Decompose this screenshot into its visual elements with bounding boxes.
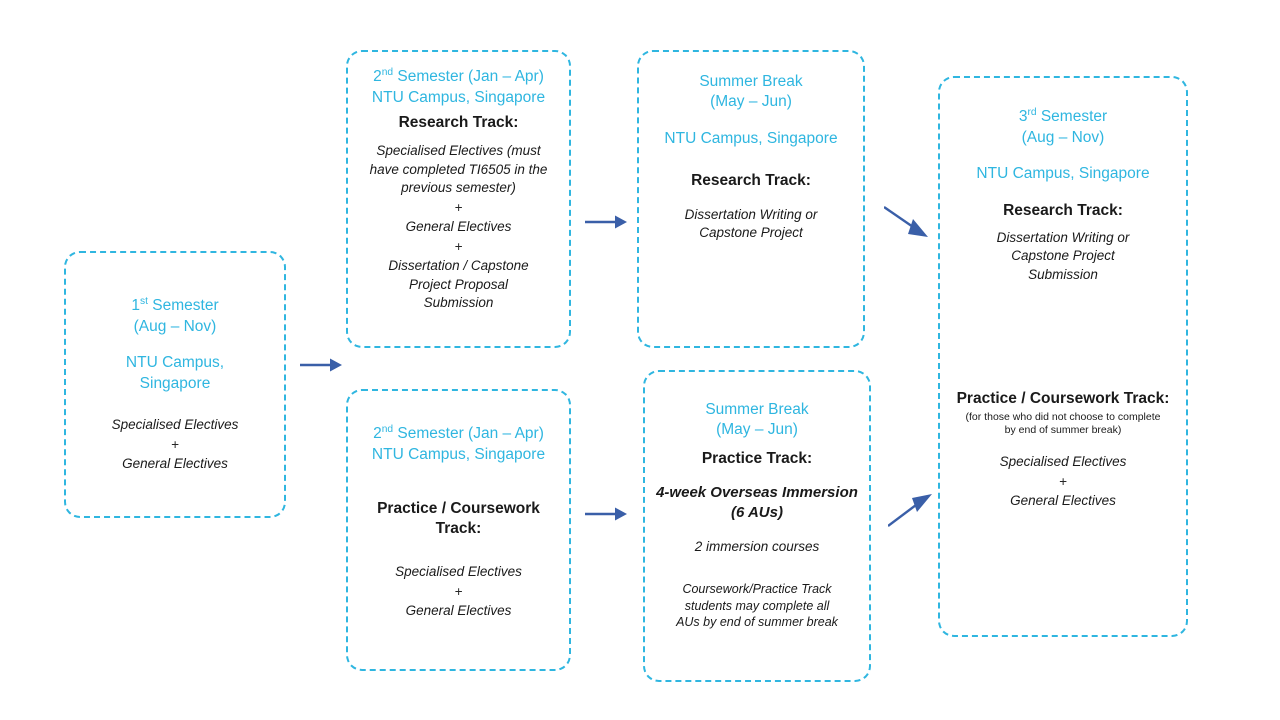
semester-3-research-track-label: Research Track: bbox=[1003, 201, 1123, 219]
semester-2-practice-item-2: General Electives bbox=[405, 603, 512, 619]
semester-2-practice-track-label bbox=[358, 499, 559, 539]
summer-practice-track-label: Practice Track: bbox=[701, 449, 813, 467]
semester-3-research-item: Dissertation Writing or Capstone Project Submission bbox=[996, 229, 1130, 282]
semester-2-practice-plus: + bbox=[454, 583, 463, 599]
summer-practice-item-1: 2 immersion courses bbox=[694, 539, 820, 555]
semester-1-plus: + bbox=[171, 436, 179, 452]
semester-1-campus-line1: NTU Campus, bbox=[125, 354, 225, 372]
semester-2-research-item-2: General Electives bbox=[405, 219, 512, 235]
semester-3-item-2: General Electives bbox=[1010, 492, 1116, 508]
semester-2-practice-track-line1: Practice / bbox=[377, 500, 447, 518]
semester-1-title-rest: Semester bbox=[147, 297, 219, 315]
semester-3-ordinal-suffix: rd bbox=[1027, 107, 1037, 118]
semester-3-practice-note: (for those who did not choose to complete by end of summer break) bbox=[965, 410, 1161, 436]
summer-practice-item-2: Coursework/Practice Track students may complete all AUs by end of summer break bbox=[676, 581, 838, 630]
summer-practice-highlight-line2: Immersion (6 AUs) bbox=[731, 484, 858, 521]
box-semester-2-research bbox=[346, 50, 571, 348]
summer-research-item-1: Dissertation Writing or Capstone Project bbox=[684, 206, 818, 241]
semester-2-research-campus: NTU Campus, Singapore bbox=[371, 88, 546, 106]
semester-2-research-plus-2: + bbox=[454, 238, 463, 254]
arrow-sem1-to-sem2 bbox=[300, 355, 342, 375]
semester-1-item-2: General Electives bbox=[122, 456, 228, 472]
semester-1-dates: (Aug – Nov) bbox=[133, 317, 217, 335]
semester-2-research-item-3: Dissertation / Capstone Project Proposal Submission bbox=[388, 258, 529, 311]
semester-1-item-1: Specialised Electives bbox=[111, 417, 239, 433]
summer-research-campus: NTU Campus, Singapore bbox=[664, 129, 838, 147]
semester-2-practice-ordinal-suffix: nd bbox=[381, 424, 394, 435]
semester-1-header bbox=[76, 295, 274, 337]
summer-practice-header bbox=[655, 400, 859, 441]
semester-1-campus bbox=[76, 353, 274, 394]
semester-2-practice-item-1: Specialised Electives bbox=[395, 564, 522, 580]
semester-3-dates: (Aug – Nov) bbox=[1021, 128, 1105, 146]
semester-2-practice-campus: NTU Campus, Singapore bbox=[371, 445, 546, 463]
semester-2-research-track-label: Research Track: bbox=[398, 114, 519, 132]
arrow-sem2research-to-summer bbox=[585, 212, 627, 232]
semester-2-research-item-1: Specialised Electives (must have completed TI6505 in the previous semester) bbox=[369, 143, 548, 196]
arrow-sem2practice-to-summer bbox=[585, 504, 627, 524]
semester-3-header bbox=[950, 106, 1176, 148]
semester-2-research-plus-1: + bbox=[454, 200, 463, 216]
semester-3-number: 3 bbox=[1018, 108, 1028, 126]
box-summer-practice bbox=[643, 370, 871, 682]
semester-2-practice-track-line2: Coursework Track: bbox=[435, 500, 540, 538]
summer-research-dates: (May – Jun) bbox=[710, 93, 792, 111]
arrow-summerpractice-to-sem3 bbox=[888, 490, 934, 528]
summer-research-track-label: Research Track: bbox=[691, 172, 811, 190]
semester-3-practice-track-line2: Coursework Track: bbox=[1029, 389, 1170, 407]
arrow-summerresearch-to-sem3 bbox=[884, 205, 930, 241]
summer-practice-highlight-line1: 4-week Overseas bbox=[656, 484, 778, 502]
summer-practice-title: Summer Break bbox=[705, 401, 809, 418]
semester-1-campus-line2: Singapore bbox=[139, 374, 211, 392]
semester-3-title-rest: Semester bbox=[1036, 108, 1108, 126]
semester-2-practice-title-rest: Semester (Jan – Apr) bbox=[393, 425, 544, 443]
box-semester-3 bbox=[938, 76, 1188, 637]
semester-2-research-title-rest: Semester (Jan – Apr) bbox=[393, 68, 544, 86]
semester-1-number: 1 bbox=[131, 297, 141, 315]
semester-3-item-1: Specialised Electives bbox=[999, 453, 1127, 469]
semester-2-practice-header bbox=[358, 423, 559, 465]
box-summer-research bbox=[637, 50, 865, 348]
semester-2-research-header bbox=[358, 66, 559, 108]
semester-3-practice-track-line1: Practice / bbox=[956, 389, 1026, 407]
summer-research-header bbox=[649, 72, 853, 113]
semester-3-practice-track-label bbox=[950, 389, 1176, 409]
semester-3-campus: NTU Campus, Singapore bbox=[976, 165, 1150, 183]
summer-practice-dates: (May – Jun) bbox=[716, 421, 798, 439]
semester-2-practice-number: 2 bbox=[373, 425, 382, 443]
semester-3-plus: + bbox=[1059, 473, 1067, 489]
summer-research-title: Summer Break bbox=[699, 73, 803, 90]
semester-2-research-number: 2 bbox=[373, 68, 382, 86]
semester-2-research-ordinal-suffix: nd bbox=[381, 67, 394, 78]
box-semester-2-practice bbox=[346, 389, 571, 671]
semester-1-ordinal-suffix: st bbox=[140, 296, 148, 308]
box-semester-1 bbox=[64, 251, 286, 518]
summer-practice-highlight bbox=[655, 483, 859, 522]
